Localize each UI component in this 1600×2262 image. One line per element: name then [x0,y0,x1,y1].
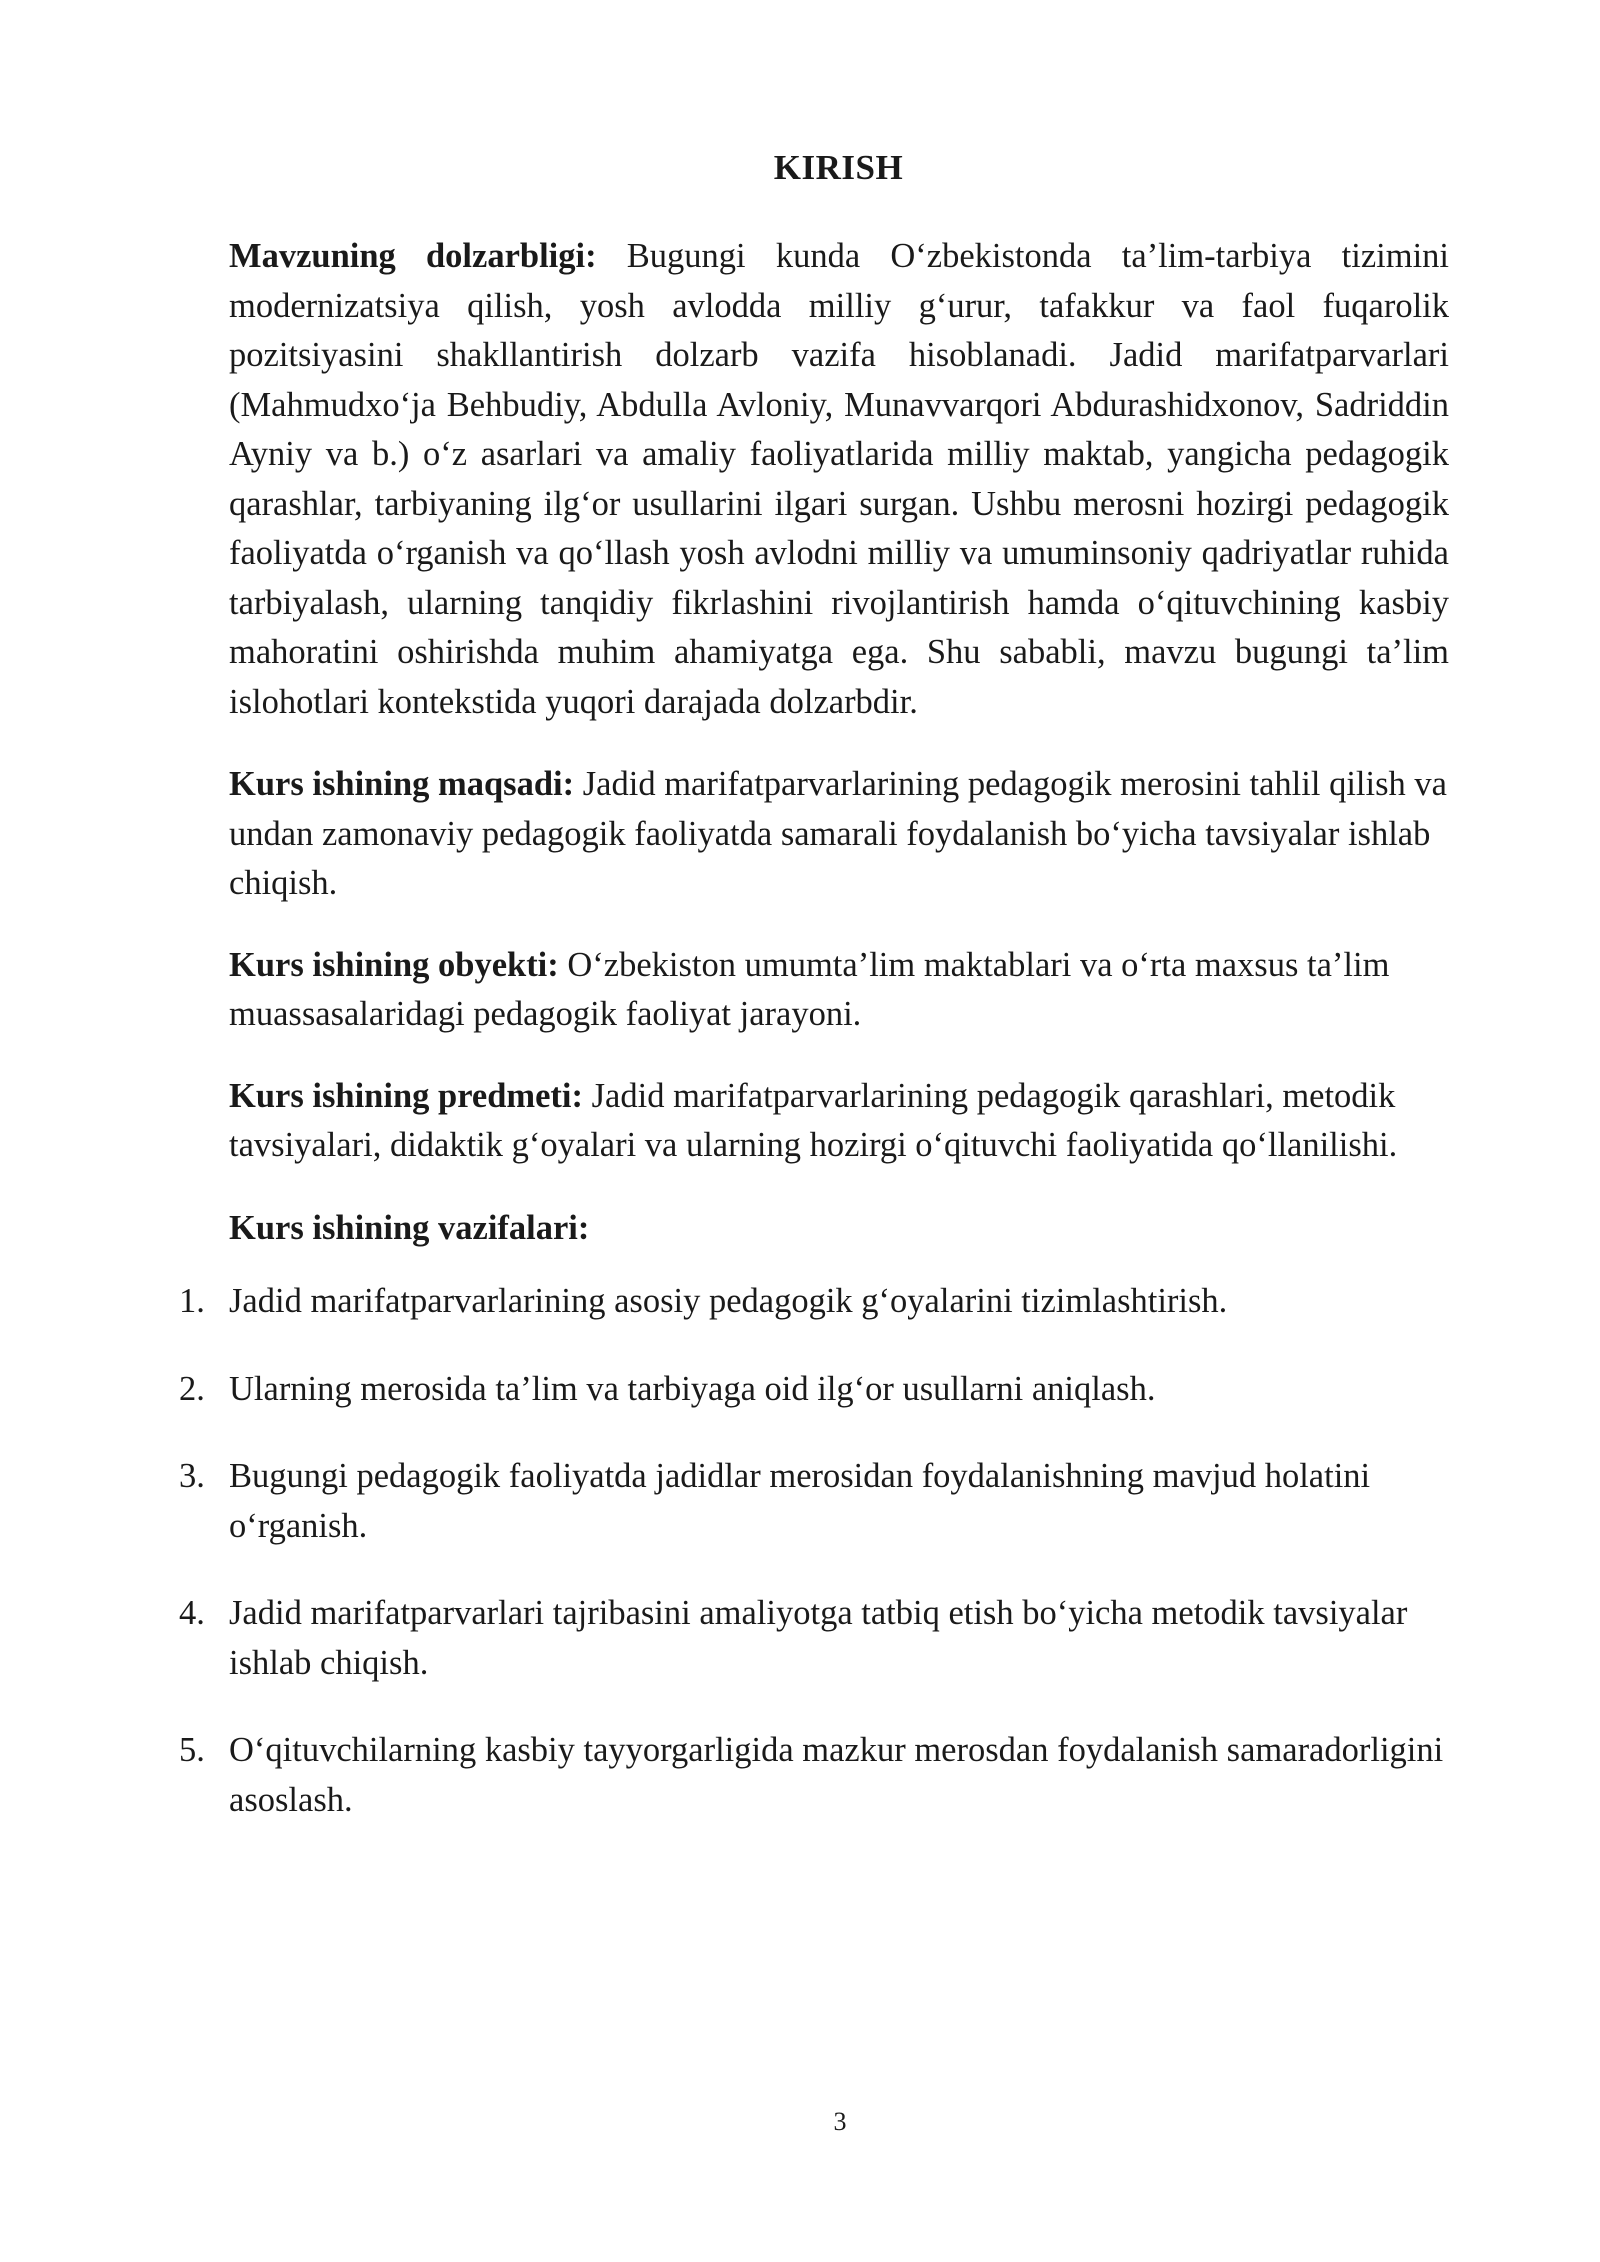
relevance-paragraph [229,232,1449,727]
subject-label: Kurs ishining predmeti: [229,1076,583,1115]
list-item-text: Ularning merosida ta’lim va tarbiyaga oid ilg‘or usullarni aniqlash. [229,1369,1156,1408]
list-item [179,1452,1449,1551]
list-item [179,1365,1449,1415]
page-number: 3 [833,2107,847,2136]
object-paragraph [229,941,1449,1040]
subject-text: Jadid marifatparvarlarining pedagogik qarashlari, metodik tavsiyalari, didaktik g‘oyalari va ularning hozirgi o‘qituvchi faoliyatida qo‘llanilishi. [229,1076,1398,1164]
object-text: O‘zbekiston umumta’lim maktablari va o‘rta maxsus ta’lim muassasalaridagi pedagogik faoliyat jarayoni. [229,945,1390,1033]
page-title: KIRISH [773,148,904,187]
object-label: Kurs ishining obyekti: [229,945,559,984]
list-item-number: 5. [179,1731,205,1769]
list-item-number: 3. [179,1457,205,1495]
tasks-list [179,1277,1449,1825]
goal-paragraph [229,760,1449,909]
list-item [179,1726,1449,1825]
document-body [179,232,1449,1863]
relevance-text: Bugungi kunda O‘zbekistonda ta’lim-tarbiya tizimini modernizatsiya qilish, yosh avlodda milliy g‘urur, tafakkur va faol fuqarolik pozitsiyasini shakllantirish dolzarb vazifa hisoblanadi. Jadid marifatparvarlari (Mahmudxo‘ja Behbudiy, Abdulla Avloniy, Munavvarqori Abdurashidxonov, Sadriddin Ayniy va b.) o‘z asarlari va amaliy faoliyatlarida milliy maktab, yangicha pedagogik qarashlar, tarbiyaning ilg‘or usullarini ilgari surgan. Ushbu merosni hozirgi pedagogik faoliyatda o‘rganish va qo‘llash yosh avlodni milliy va umuminsoniy qadriyatlar ruhida tarbiyalash, ularning tanqidiy fikrlashini rivojlantirish hamda o‘qituvchining kasbiy mahoratini oshirishda muhim ahamiyatga ega. Shu sababli, mavzu bugungi ta’lim islohotlari kontekstida yuqori darajada dolzarbdir. [229,237,1449,721]
relevance-label: Mavzuning dolzarbligi: [229,237,597,275]
goal-text: Jadid marifatparvarlarining pedagogik merosini tahlil qilish va undan zamonaviy pedagogik faoliyatda samarali foydalanish bo‘yicha tavsiyalar ishlab chiqish. [229,765,1447,902]
list-item-number: 1. [179,1282,205,1320]
list-item-text: Jadid marifatparvarlari tajribasini amaliyotga tatbiq etish bo‘yicha metodik tavsiyalar ishlab chiqish. [229,1594,1408,1682]
subject-paragraph [229,1072,1449,1171]
list-item-text: O‘qituvchilarning kasbiy tayyorgarligida mazkur merosdan foydalanish samaradorligini asoslash. [229,1731,1444,1819]
list-item [179,1277,1449,1327]
list-item-number: 4. [179,1594,205,1632]
goal-label: Kurs ishining maqsadi: [229,765,575,803]
list-item-number: 2. [179,1369,205,1408]
tasks-heading: Kurs ishining vazifalari: [229,1208,590,1247]
list-item-text: Jadid marifatparvarlarining asosiy pedagogik g‘oyalarini tizimlashtirish. [229,1282,1228,1320]
list-item-text: Bugungi pedagogik faoliyatda jadidlar merosidan foydalanishning mavjud holatini o‘rganish. [229,1457,1371,1545]
list-item [179,1589,1449,1688]
